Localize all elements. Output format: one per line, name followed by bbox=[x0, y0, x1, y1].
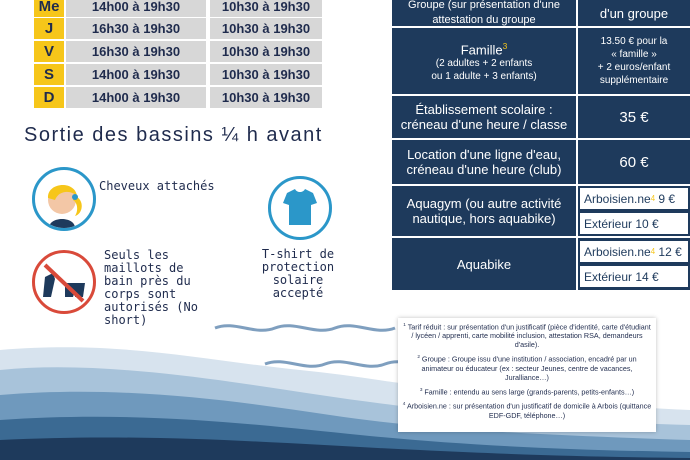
footnote-text: Tarif réduit : sur présentation d'un justificatif (pièce d'identité, carte d'étudiant / lycéen / apprenti, carte mobilité inclusion, attestation RSA, demandeurs d'asile). bbox=[407, 322, 651, 350]
tshirt-icon bbox=[268, 176, 332, 240]
footnote-number: 2 bbox=[417, 354, 420, 360]
schedule-slot-2: 10h30 à 19h30 bbox=[210, 18, 322, 39]
footnote bbox=[402, 385, 652, 396]
price-row-group-value: d'un groupe bbox=[578, 0, 690, 26]
schedule-day: D bbox=[34, 87, 64, 108]
footnote bbox=[402, 352, 652, 381]
schedule-slot-1: 16h30 à 19h30 bbox=[66, 41, 206, 62]
schedule-day: S bbox=[34, 64, 64, 85]
schedule-slot-2: 10h30 à 19h30 bbox=[210, 41, 322, 62]
price-row-aquagym-label: Aquagym (ou autre activité nautique, hors aquabike) bbox=[392, 186, 576, 236]
schedule-day: J bbox=[34, 18, 64, 39]
aquabike-local-price: Arboisien.ne 4 12 € bbox=[580, 241, 688, 262]
schedule-slot-1: 14h00 à 19h30 bbox=[66, 0, 206, 17]
footnote-text: Famille : entendu au sens large (grands-parents, petits-enfants…) bbox=[424, 387, 635, 397]
schedule-slot-2: 10h30 à 19h30 bbox=[210, 64, 322, 85]
schedule-day: Me bbox=[34, 0, 64, 17]
hair-rule-text: Cheveux attachés bbox=[99, 179, 215, 193]
schedule-slot-2: 10h30 à 19h30 bbox=[210, 0, 322, 17]
hair-tied-icon bbox=[32, 167, 96, 231]
schedule-day: V bbox=[34, 41, 64, 62]
price-row-school-label: Établissement scolaire : créneau d'une heure / classe bbox=[392, 96, 576, 138]
price-row-family-value: 13.50 € pour la « famille » + 2 euros/enfant supplémentaire bbox=[578, 28, 690, 94]
schedule-slot-2: 10h30 à 19h30 bbox=[210, 87, 322, 108]
price-row-aquabike-label: Aquabike bbox=[392, 238, 576, 290]
price-row-lane-value: 60 € bbox=[578, 140, 690, 184]
footnote-text: Arboisien.ne : sur présentation d'un justificatif de domicile à Arbois (quittance EDF-GDF, téléphone…) bbox=[406, 401, 652, 420]
schedule-slot-1: 14h00 à 19h30 bbox=[66, 64, 206, 85]
swimsuit-rule-text: Seuls les maillots de bain près du corps sont autorisés (No short) bbox=[104, 248, 198, 327]
schedule-row bbox=[34, 41, 311, 62]
footnote-number: 1 bbox=[403, 322, 406, 327]
price-row-family-label: Famille$^3$ (2 adultes + 2 enfants ou 1 adulte + 3 enfants) bbox=[392, 28, 576, 94]
price-row-lane-label: Location d'une ligne d'eau, créneau d'une heure (club) bbox=[392, 140, 576, 184]
schedule-slot-1: 16h30 à 19h30 bbox=[66, 18, 206, 39]
schedule-row bbox=[34, 64, 311, 85]
footnote-number: 4 bbox=[402, 401, 406, 407]
aquagym-local-price: Arboisien.ne 4 9 € bbox=[580, 188, 688, 209]
exit-notice-heading: Sortie des bassins ¼ h avant bbox=[24, 124, 323, 146]
schedule-row bbox=[34, 0, 311, 17]
footnote bbox=[402, 320, 652, 349]
footnotes-box bbox=[398, 318, 656, 432]
schedule-row bbox=[34, 18, 311, 39]
schedule-row bbox=[34, 87, 311, 108]
price-row-group-label: Groupe (sur présentation d'une attestation du groupe bbox=[392, 0, 576, 26]
aquagym-external-price: Extérieur 10 € bbox=[580, 213, 688, 234]
aquabike-external-price: Extérieur 14 € bbox=[580, 266, 688, 287]
schedule-slot-1: 14h00 à 19h30 bbox=[66, 87, 206, 108]
price-row-school-value: 35 € bbox=[578, 96, 690, 138]
tshirt-rule-text: T-shirt de protection solaire accepté bbox=[261, 247, 335, 300]
footnote bbox=[402, 399, 652, 419]
footnote-number: 3 bbox=[419, 386, 423, 392]
footnote-text: Groupe : Groupe issu d'une institution / association, encadré par un animateur ou éducateur (ex : secteur Jeunes, centre de vacances, Juralliance…) bbox=[421, 354, 637, 382]
